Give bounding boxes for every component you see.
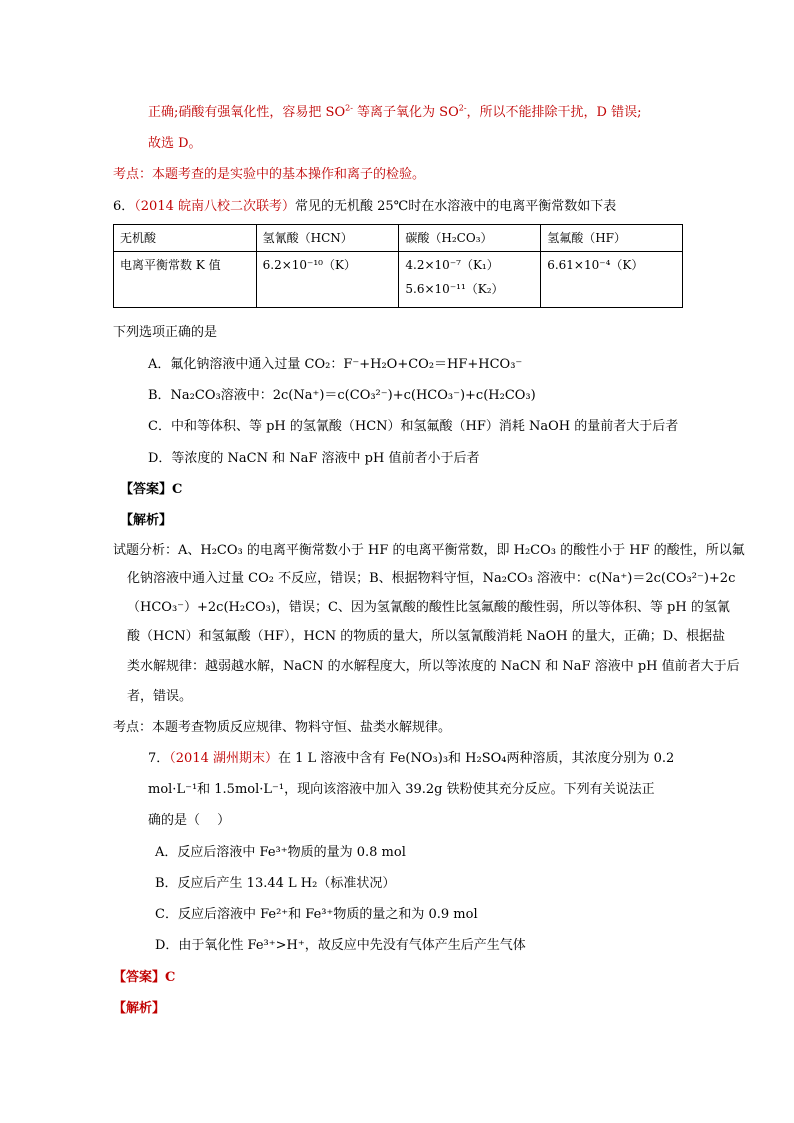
q6-option-b: B．Na₂CO₃溶液中：2c(Na⁺)＝c(CO₃²⁻)+c(HCO₃⁻)+c(H₂CO₃) [148, 388, 536, 403]
table-header-cell: 碳酸（H₂CO₃） [399, 225, 541, 252]
correct-note-line-2: 故选 D。 [148, 136, 202, 151]
q7-option-d: D．由于氧化性 Fe³⁺>H⁺，故反应中先没有气体产生后产生气体 [155, 938, 526, 953]
table-cell-hcn: 6.2×10⁻¹⁰（K） [256, 252, 399, 308]
q6-stem: 6．（2014 皖南八校二次联考）常见的无机酸 25℃时在水溶液中的电离平衡常数如下表 [113, 199, 617, 214]
q7-analysis-title: 【解析】 [113, 1001, 166, 1016]
q6-answer: 【答案】C [120, 482, 183, 497]
q6-analysis-line-2: 化钠溶液中通入过量 CO₂ 不反应，错误；B、根据物料守恒，Na₂CO₃ 溶液中：c(Na⁺)＝2c(CO₃²⁻)+2c [127, 571, 736, 586]
q6-analysis-line-5: 类水解规律：越弱越水解，NaCN 的水解程度大，所以等浓度的 NaCN 和 NaF 溶液中 pH 值前者大于后 [127, 659, 740, 674]
q6-prompt: 下列选项正确的是 [113, 325, 218, 340]
table-cell-h2co3 [399, 252, 541, 308]
q6-analysis-title: 【解析】 [120, 513, 173, 528]
q7-option-b: B．反应后产生 13.44 L H₂（标准状况） [155, 876, 396, 891]
table-row [114, 252, 683, 308]
h2co3-k1: 4.2×10⁻⁷（K₁） [405, 258, 499, 272]
table-header-cell: 无机酸 [114, 225, 257, 252]
q7-answer: 【答案】C [113, 970, 176, 985]
q7-stem-line-2: mol·L⁻¹和 1.5mol·L⁻¹，现向该溶液中加入 39.2g 铁粉使其充分反应。下列有关说法正 [148, 782, 655, 797]
table-row [114, 225, 683, 252]
q6-option-a: A．氟化钠溶液中通入过量 CO₂：F⁻+H₂O+CO₂＝HF+HCO₃⁻ [148, 357, 523, 372]
q6-analysis-line-3: （HCO₃⁻）+2c(H₂CO₃)，错误；C、因为氢氰酸的酸性比氢氟酸的酸性弱，所以等体积、等 pH 的氢氰 [127, 600, 730, 615]
q6-analysis-line-4: 酸（HCN）和氢氟酸（HF），HCN 的物质的量大，所以氢氰酸消耗 NaOH 的量大，正确；D、根据盐 [127, 629, 726, 644]
q6-analysis-line-6: 者，错误。 [127, 689, 193, 704]
correct-note-line-1: 正确;硝酸有强氧化性，容易把 $SO^{2-}$ 等离子氧化为 $SO^{2-}$，所以不能排除干扰，D 错误; [148, 103, 642, 120]
table-header-cell: 氢氟酸（HF） [541, 225, 683, 252]
q6-option-c: C．中和等体积、等 pH 的氢氰酸（HCN）和氢氟酸（HF）消耗 NaOH 的量前者大于后者 [148, 419, 679, 434]
q6-option-d: D．等浓度的 NaCN 和 NaF 溶液中 pH 值前者小于后者 [148, 451, 480, 466]
q7-option-c: C．反应后溶液中 Fe²⁺和 Fe³⁺物质的量之和为 0.9 mol [155, 907, 478, 922]
kaodian-1: 考点：本题考查的是实验中的基本操作和离子的检验。 [113, 167, 426, 182]
table-row-label: 电离平衡常数 K 值 [114, 252, 257, 308]
ionization-constant-table [113, 224, 683, 308]
q7-option-a: A．反应后溶液中 Fe³⁺物质的量为 0.8 mol [155, 845, 406, 860]
q7-source: （2014 湖州期末） [169, 751, 278, 766]
q6-analysis-line-1: 试题分析：A、H₂CO₃ 的电离平衡常数小于 HF 的电离平衡常数，即 H₂CO₃ 的酸性小于 HF 的酸性，所以氟 [113, 543, 745, 558]
table-header-cell: 氢氰酸（HCN） [256, 225, 399, 252]
q6-kaodian: 考点：本题考查物质反应规律、物料守恒、盐类水解规律。 [113, 720, 452, 735]
table-cell-hf: 6.61×10⁻⁴（K） [541, 252, 683, 308]
q6-source: （2014 皖南八校二次联考） [134, 199, 295, 214]
q7-stem-line-3: 确的是（ ） [148, 813, 231, 828]
h2co3-k2: 5.6×10⁻¹¹（K₂） [405, 282, 504, 296]
q7-stem-line-1: 7．（2014 湖州期末）在 1 L 溶液中含有 Fe(NO₃)₃和 H₂SO₄两种溶质，其浓度分别为 0.2 [148, 751, 675, 766]
